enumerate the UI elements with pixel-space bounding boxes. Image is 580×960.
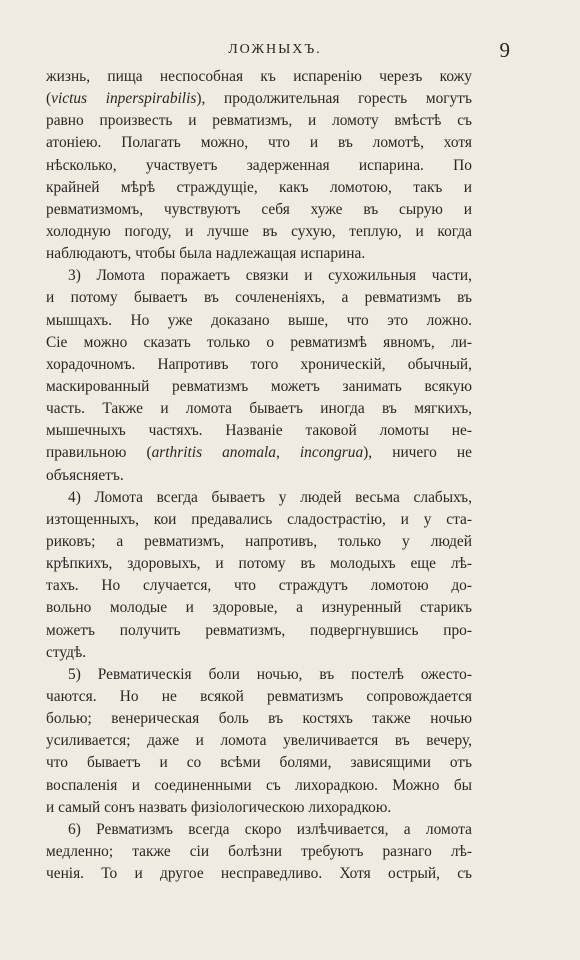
text-run: ), продолжительная горесть могутъ bbox=[196, 90, 472, 108]
text-run: холодную погоду, и лучше въ сухую, теплую, и когда bbox=[46, 222, 472, 240]
text-run: мышцахъ. Но уже доказано выше, что это ложно. bbox=[46, 311, 472, 329]
text-line bbox=[46, 132, 472, 154]
page-header bbox=[40, 40, 510, 66]
text-line bbox=[46, 465, 472, 487]
text-line bbox=[46, 442, 472, 464]
text-run: вольно молодые и здоровые, а изнуренный старикъ bbox=[46, 599, 472, 617]
text-run: воспаленія и соединенными съ лихорадкою. Можно бы bbox=[46, 776, 472, 794]
text-run: крайней мѣрѣ страждущіе, какъ ломотою, такъ и bbox=[46, 178, 472, 196]
text-line bbox=[46, 265, 472, 287]
text-run: хорадочномъ. Напротивъ того хроническій, обычный, bbox=[46, 355, 472, 373]
text-line bbox=[46, 752, 472, 774]
text-run: и самый сонъ назвать физіологическою лихорадкою. bbox=[46, 798, 392, 816]
text-line bbox=[46, 177, 472, 199]
text-line bbox=[46, 553, 472, 575]
text-line bbox=[46, 597, 472, 619]
body-text bbox=[46, 66, 472, 885]
latin-term: arthritis anomala, incongrua bbox=[151, 444, 364, 462]
text-line bbox=[46, 686, 472, 708]
text-line bbox=[46, 775, 472, 797]
text-line bbox=[46, 575, 472, 597]
text-line bbox=[46, 863, 472, 885]
text-line bbox=[46, 110, 472, 132]
text-line bbox=[46, 221, 472, 243]
text-line bbox=[46, 243, 472, 265]
text-line bbox=[46, 66, 472, 88]
text-line bbox=[46, 509, 472, 531]
text-line bbox=[46, 287, 472, 309]
text-run: болью; венерическая боль въ костяхъ также ночью bbox=[46, 710, 472, 728]
text-run: ченія. То и другое несправедливо. Хотя острый, съ bbox=[46, 865, 472, 883]
text-run: 4) Ломота всегда бываетъ у людей весьма слабыхъ, bbox=[68, 488, 472, 506]
page-number: 9 bbox=[499, 38, 510, 62]
text-line bbox=[46, 155, 472, 177]
latin-term: victus inperspirabilis bbox=[51, 90, 197, 108]
text-run: мышечныхъ частяхъ. Названіе таковой ломоты не- bbox=[46, 422, 472, 440]
text-line bbox=[46, 398, 472, 420]
text-line bbox=[46, 797, 472, 819]
text-run: часть. Также и ломота бываетъ иногда въ мягкихъ, bbox=[46, 400, 472, 418]
text-line bbox=[46, 819, 472, 841]
text-line bbox=[46, 620, 472, 642]
text-line bbox=[46, 88, 472, 110]
text-run: студѣ. bbox=[46, 643, 87, 661]
text-run: ревматизмомъ, чувствуютъ себя хуже въ сырую и bbox=[46, 200, 472, 218]
text-run: Сіе можно сказать только о ревматизмѣ явномъ, ли- bbox=[46, 333, 472, 351]
text-line bbox=[46, 354, 472, 376]
text-run: чаются. Но не всякой ревматизмъ сопровождается bbox=[46, 687, 472, 705]
text-line bbox=[46, 708, 472, 730]
text-line bbox=[46, 642, 472, 664]
text-run: усиливается; даже и ломота увеличивается въ вечеру, bbox=[46, 732, 472, 750]
text-run: наблюдаютъ, чтобы была надлежащая испарина. bbox=[46, 245, 366, 263]
text-run: правильною ( bbox=[46, 444, 152, 462]
text-line bbox=[46, 664, 472, 686]
text-line bbox=[46, 487, 472, 509]
text-run: риковъ; а ревматизмъ, напротивъ, только у людей bbox=[46, 532, 472, 550]
text-run: 5) Ревматическія боли ночью, въ постелѣ ожесто- bbox=[68, 665, 472, 683]
text-line bbox=[46, 332, 472, 354]
text-line bbox=[46, 310, 472, 332]
text-run: равно произвесть и ревматизмъ, и ломоту вмѣстѣ съ bbox=[46, 112, 472, 130]
text-run: маскированный ревматизмъ можетъ занимать всякую bbox=[46, 377, 472, 395]
text-line bbox=[46, 420, 472, 442]
text-run: и потому бываетъ въ сочлененіяхъ, а ревматизмъ въ bbox=[46, 289, 472, 307]
text-run: можетъ получить ревматизмъ, подвергнувшись про- bbox=[46, 621, 472, 639]
text-run: 3) Ломота поражаетъ связки и сухожильныя части, bbox=[68, 267, 472, 285]
text-run: что бываетъ и со всѣми болями, зависящими отъ bbox=[46, 754, 472, 772]
text-run: объясняетъ. bbox=[46, 466, 124, 484]
text-run: нѣсколько, участвуетъ задерженная испарина. По bbox=[46, 156, 472, 174]
text-run: 6) Ревматизмъ всегда скоро излѣчивается, а ломота bbox=[68, 820, 472, 838]
text-run: жизнь, пища неспособная къ испаренію черезъ кожу bbox=[46, 68, 472, 85]
text-line bbox=[46, 531, 472, 553]
text-run: ( bbox=[46, 90, 52, 108]
text-line bbox=[46, 841, 472, 863]
text-run: медленно; также сіи болѣзни требуютъ разнаго лѣ- bbox=[46, 842, 472, 860]
running-head: ЛОЖНЫХЪ. bbox=[228, 42, 322, 57]
text-run: тахъ. Но случается, что страждутъ ломотою до- bbox=[46, 577, 472, 595]
text-line bbox=[46, 199, 472, 221]
text-line bbox=[46, 376, 472, 398]
text-run: атоніею. Полагать можно, что и въ ломотѣ, хотя bbox=[46, 134, 472, 152]
text-line bbox=[46, 730, 472, 752]
text-run: изтощенныхъ, кои предавались сладострастію, и у ста- bbox=[46, 510, 472, 528]
text-run: ), ничего не bbox=[363, 444, 472, 462]
text-run: крѣпкихъ, здоровыхъ, и потому въ молодыхъ еще лѣ- bbox=[46, 555, 472, 573]
